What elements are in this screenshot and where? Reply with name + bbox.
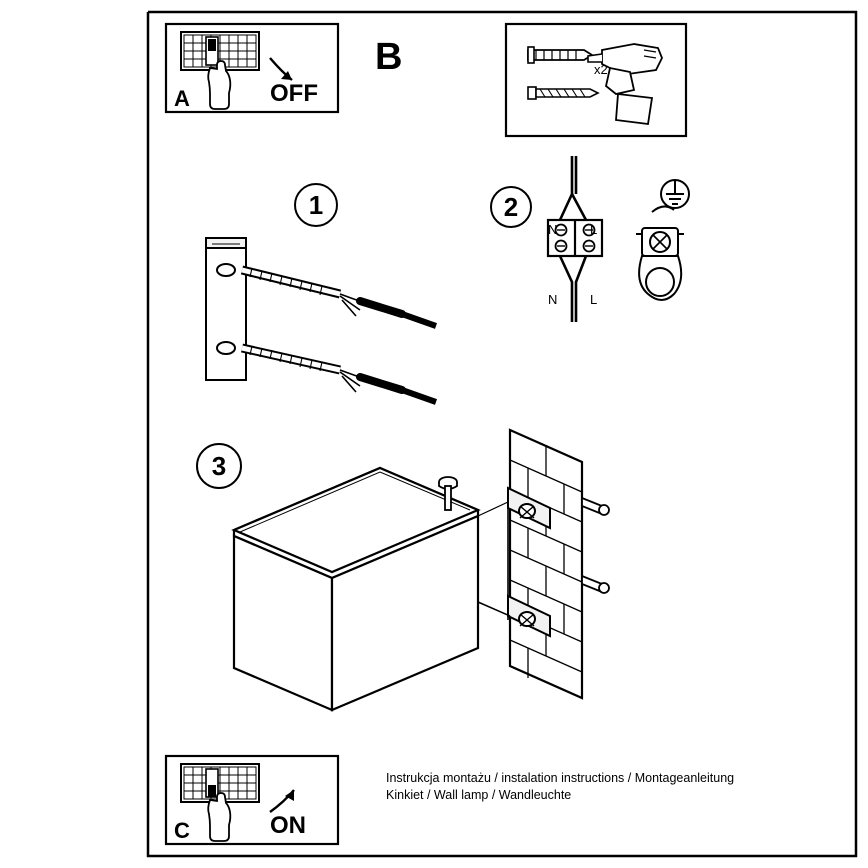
panel-b-count-label: x2 xyxy=(594,62,608,77)
terminal-label-l-top: L xyxy=(590,222,598,237)
panel-b-letter: B xyxy=(375,36,403,78)
panel-a-letter: A xyxy=(174,86,190,111)
off-arrow-icon xyxy=(270,58,292,80)
cable-bottom xyxy=(242,346,436,402)
cable-top xyxy=(242,268,436,326)
wood-screw-icon xyxy=(528,87,598,99)
footer-text xyxy=(386,770,806,804)
power-drill-icon xyxy=(588,44,662,124)
terminal-label-n-top: N xyxy=(548,222,558,237)
step-3-drawing xyxy=(220,420,640,720)
step-2-number: 2 xyxy=(503,191,519,222)
panel-a xyxy=(166,24,338,112)
step-1-drawing xyxy=(190,230,470,410)
footer-line-2: Kinkiet / Wall lamp / Wandleuchte xyxy=(386,788,572,802)
terminal-label-l-bottom: L xyxy=(590,292,598,307)
earth-ground-icon xyxy=(661,180,689,208)
panel-b xyxy=(506,24,686,136)
panel-b-drawing xyxy=(506,24,686,136)
step-2-badge xyxy=(490,186,532,228)
on-arrow-icon xyxy=(270,790,294,812)
lamp-connector-icon xyxy=(636,206,684,300)
step-3-number: 3 xyxy=(211,450,227,481)
panel-c xyxy=(166,756,338,844)
footer-line-1: Instrukcja montażu / instalation instructions / Montageanleitung xyxy=(386,771,735,785)
step-2-drawing xyxy=(530,150,720,360)
step-1-badge xyxy=(294,183,338,227)
panel-c-letter: C xyxy=(174,818,190,843)
step-1-number: 1 xyxy=(308,189,324,220)
wall-plug-icon xyxy=(528,47,592,63)
panel-a-state-label: OFF xyxy=(270,80,318,107)
brick-wall xyxy=(510,430,582,698)
panel-c-state-label: ON xyxy=(270,812,306,839)
terminal-label-n-bottom: N xyxy=(548,292,558,307)
panel-c-drawing xyxy=(166,756,338,844)
cube-lamp xyxy=(234,468,478,710)
